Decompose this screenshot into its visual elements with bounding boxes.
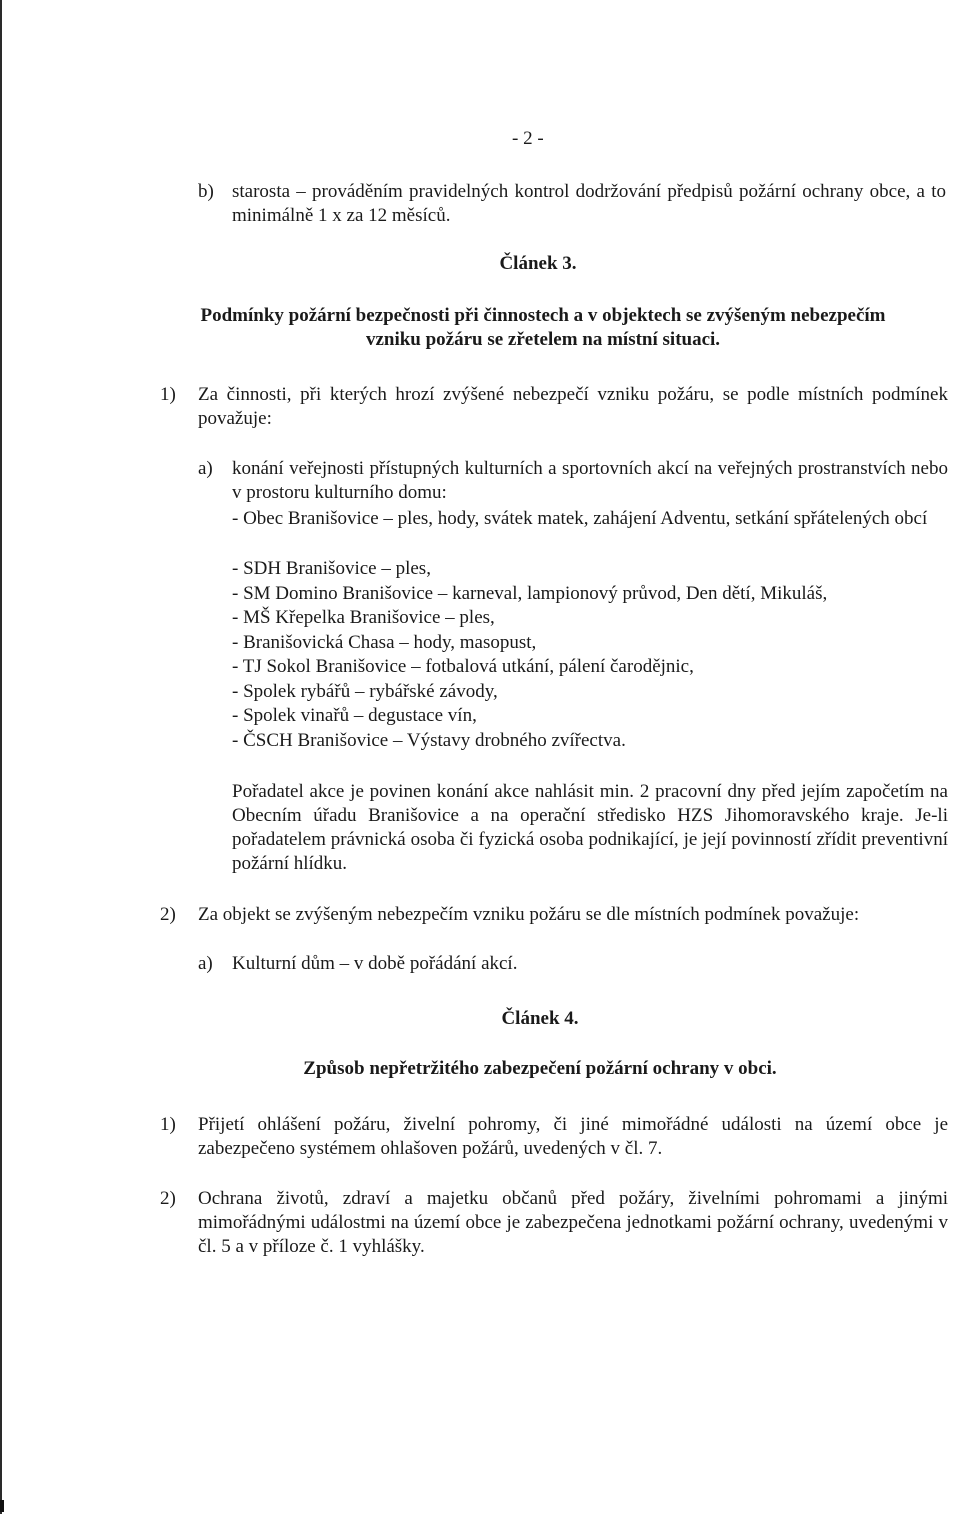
- list-item: - TJ Sokol Branišovice – fotbalová utkání, pálení čarodějnic,: [232, 656, 694, 677]
- art3-p1a-text: konání veřejnosti přístupných kulturních a sportovních akcí na veřejných prostranstvích nebo v prostoru kulturního domu:: [232, 458, 948, 503]
- art3-p2a-label: a): [198, 953, 213, 974]
- art4-p2-text: Ochrana životů, zdraví a majetku občanů před požáry, živelními pohromami a jinými mimořádnými událostmi na území obce je zabezpečena jednotkami požární ochrany, uvedenými v čl. 5 a v příloze č. 1 vyhlášky.: [198, 1188, 948, 1257]
- page-number: - 2 -: [512, 128, 544, 149]
- list-item: - Spolek vinařů – degustace vín,: [232, 705, 477, 726]
- organizer-note: Pořadatel akce je povinen konání akce nahlásit min. 2 pracovní dny před jejím započetím na Obecním úřadu Branišovice a na operační středisko HZS Jihomoravského kraje. Je-li pořadatelem právnická osoba či fyzická osoba podnikající, je její povinností zřídit preventivní požární hlídku.: [232, 781, 948, 874]
- item-b-text: starosta – prováděním pravidelných kontrol dodržování předpisů požární ochrany obce, a to minimálně 1 x za 12 měsíců.: [232, 181, 946, 226]
- list-item: - ČSCH Branišovice – Výstavy drobného zvířectva.: [232, 729, 626, 751]
- art3-p2-text: Za objekt se zvýšeným nebezpečím vzniku požáru se dle místních podmínek považuje:: [198, 904, 860, 925]
- list-item: - SM Domino Branišovice – karneval, lampionový průvod, Den dětí, Mikuláš,: [232, 582, 828, 604]
- art4-p2-label: 2): [160, 1188, 176, 1209]
- article-3-heading: Článek 3.: [499, 253, 577, 274]
- list-item: - SDH Branišovice – ples,: [232, 558, 431, 579]
- article-3-title-line2: vzniku požáru se zřetelem na místní situaci.: [365, 329, 721, 350]
- article-3-title-line1: Podmínky požární bezpečnosti při činnostech a v objektech se zvýšeným nebezpečím: [200, 305, 886, 326]
- art3-p1a-label: a): [198, 458, 213, 479]
- list-item: - Branišovická Chasa – hody, masopust,: [232, 631, 537, 653]
- list-item: - Spolek rybářů – rybářské závody,: [232, 680, 498, 702]
- scan-mark: [0, 1500, 4, 1512]
- art4-p1-text: Přijetí ohlášení požáru, živelní pohromy, či jiné mimořádné události na území obce je zabezpečeno systémem ohlašoven požárů, uvedených v čl. 7.: [198, 1114, 948, 1159]
- list-item: - MŠ Křepelka Branišovice – ples,: [232, 607, 495, 628]
- item-b-label: b): [198, 181, 214, 202]
- art3-p2-label: 2): [160, 904, 176, 925]
- art3-p1-text: [198, 383, 948, 431]
- organizer-list: [232, 557, 948, 753]
- art4-p1-label: 1): [160, 1114, 176, 1135]
- article-4-title: Způsob nepřetržitého zabezpečení požární ochrany v obci.: [303, 1058, 777, 1079]
- scan-edge: [0, 0, 2, 1514]
- article-4-heading: Článek 4.: [501, 1008, 579, 1029]
- art3-p1-content: Za činnosti, při kterých hrozí zvýšené nebezpečí vzniku požáru, se podle místních podmínek považuje:: [198, 384, 948, 429]
- art3-p2a-text: Kulturní dům – v době pořádání akcí.: [232, 953, 518, 974]
- art3-p1a-obec: - Obec Branišovice – ples, hody, svátek matek, zahájení Adventu, setkání spřátelených obcí: [232, 508, 928, 529]
- art3-p1-label: 1): [160, 384, 176, 405]
